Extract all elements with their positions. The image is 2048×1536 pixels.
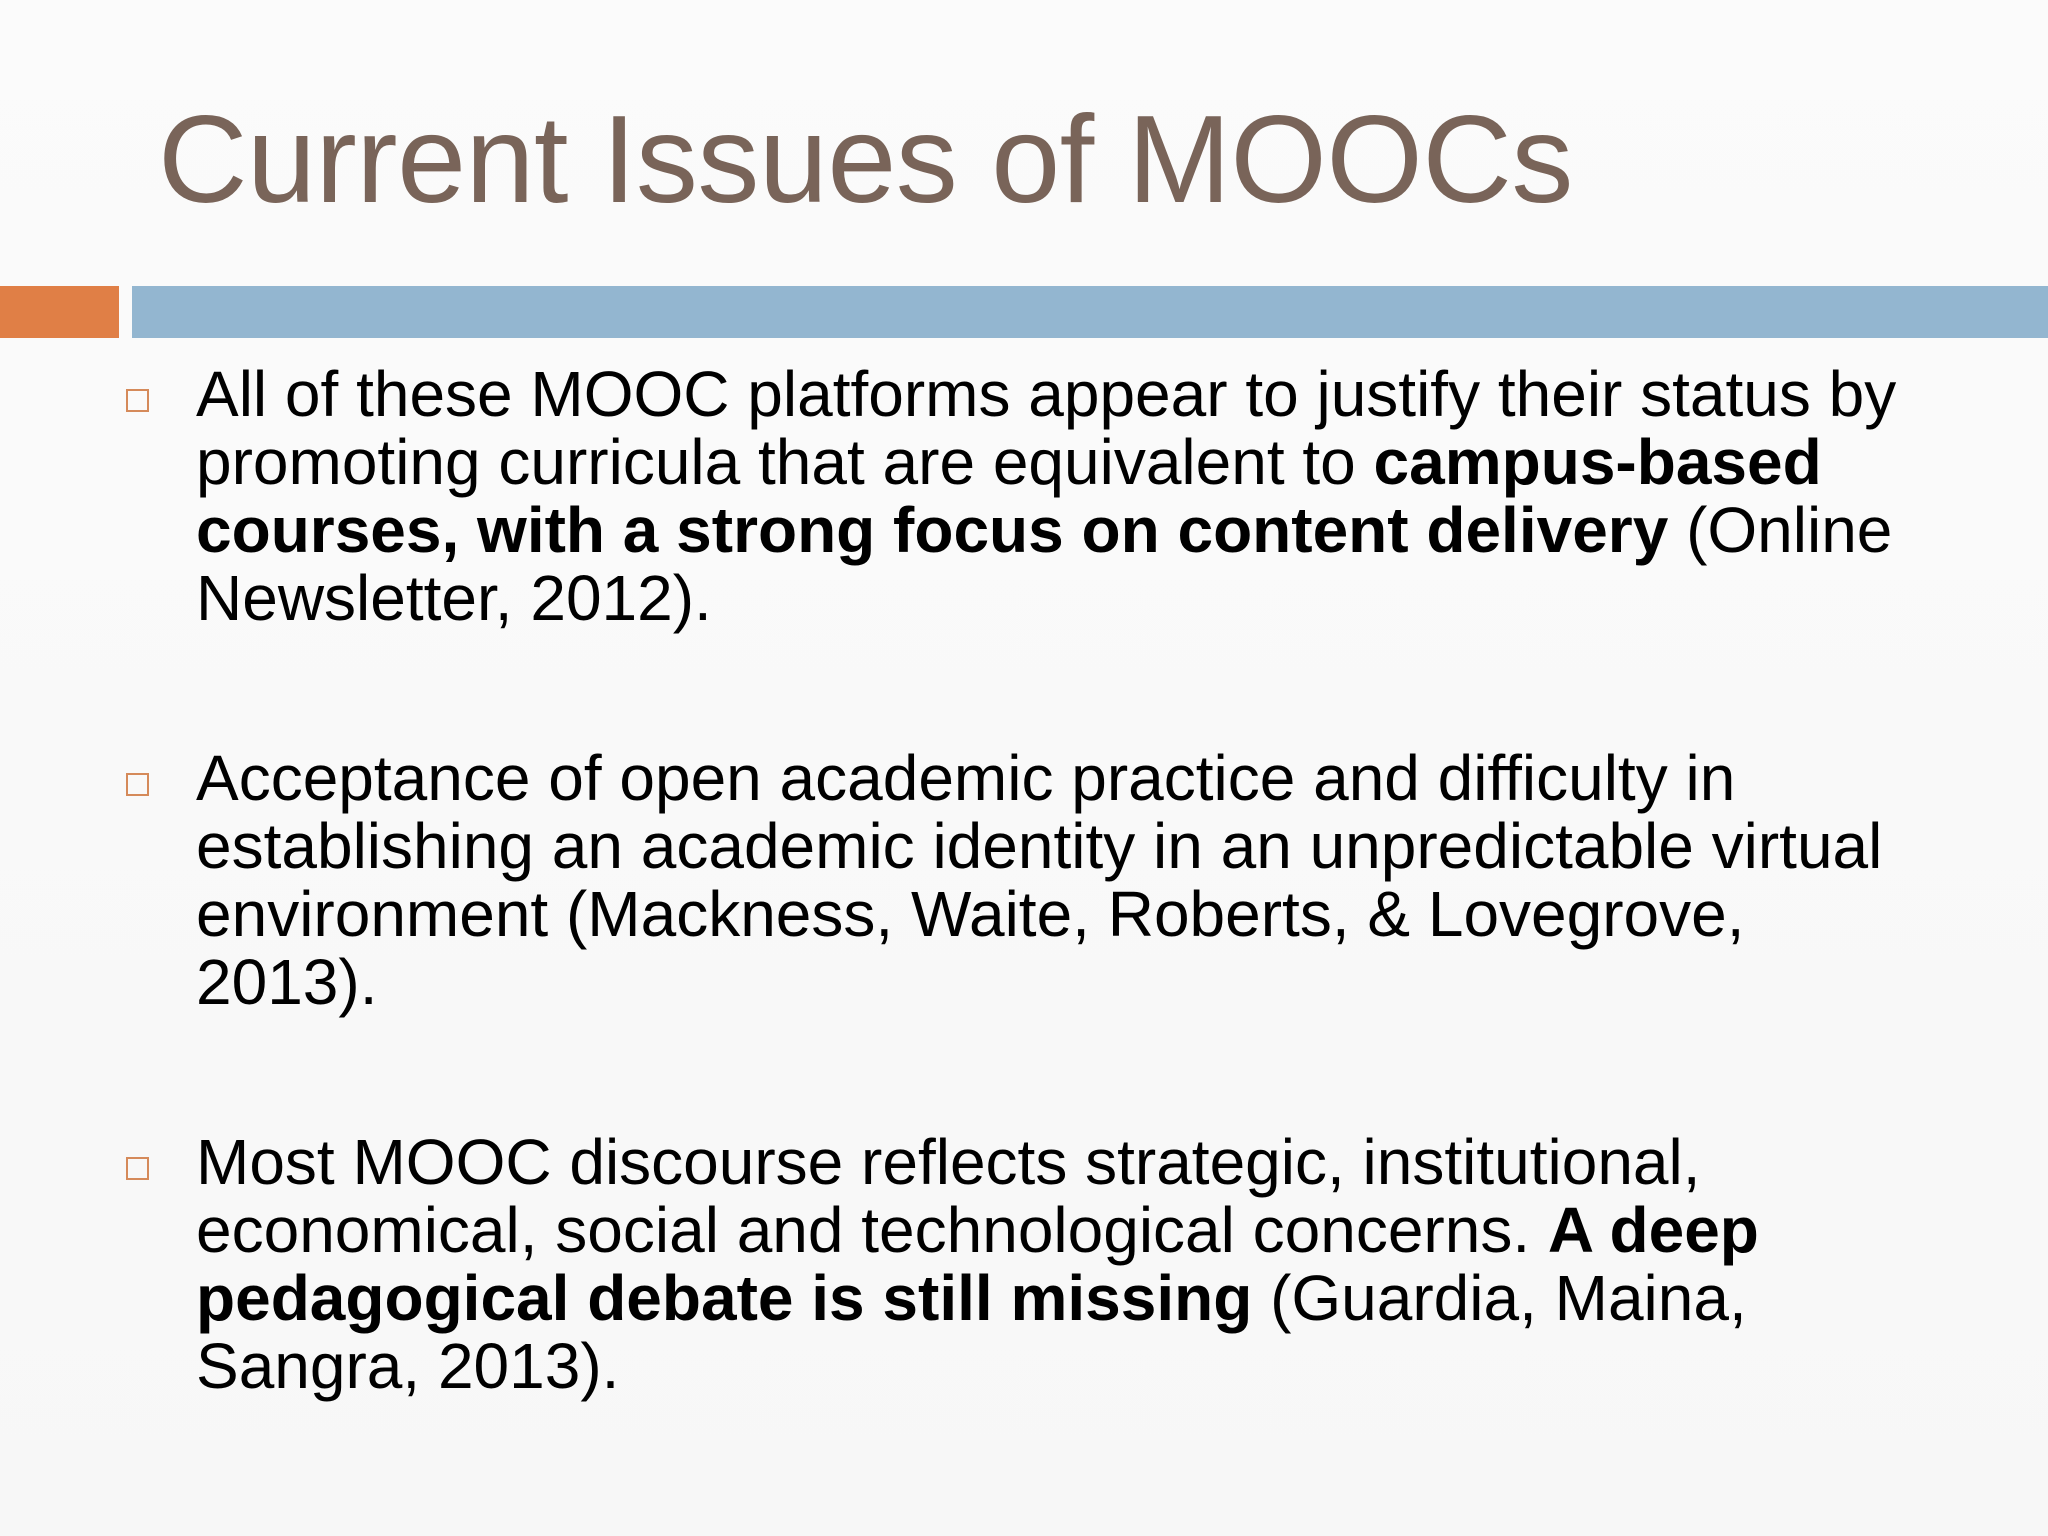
- accent-bar: [0, 286, 119, 338]
- bullet-text: All of these MOOC platforms appear to justify their status by promoting curricula that are equivalent to: [196, 358, 1897, 498]
- slide-title: Current Issues of MOOCs: [158, 91, 1573, 229]
- bullet-item: [126, 360, 1926, 632]
- bullet-citation: (Online Newsletter, 2012).: [196, 494, 1893, 634]
- bullet-item: [126, 744, 1926, 1016]
- bullet-citation: (Guardia, Maina, Sangra, 2013).: [196, 1262, 1747, 1402]
- bullet-item: [126, 1128, 1926, 1400]
- hollow-square-icon: [126, 1157, 149, 1180]
- bullet-text: Acceptance of open academic practice and difficulty in establishing an academic identity in an unpredictable virtual environment (Mackness, Waite, Roberts, & Lovegrove, 2013).: [196, 742, 1883, 1018]
- bullet-bold-text: A deep pedagogical debate is still missing: [196, 1194, 1759, 1334]
- hollow-square-icon: [126, 389, 149, 412]
- bullet-list: [126, 360, 1926, 1512]
- hollow-square-icon: [126, 773, 149, 796]
- bullet-text: Most MOOC discourse reflects strategic, institutional, economical, social and technological concerns.: [196, 1126, 1701, 1266]
- header-divider-bar: [132, 286, 2048, 338]
- bullet-bold-text: campus-based courses, with a strong focus on content delivery: [196, 426, 1822, 566]
